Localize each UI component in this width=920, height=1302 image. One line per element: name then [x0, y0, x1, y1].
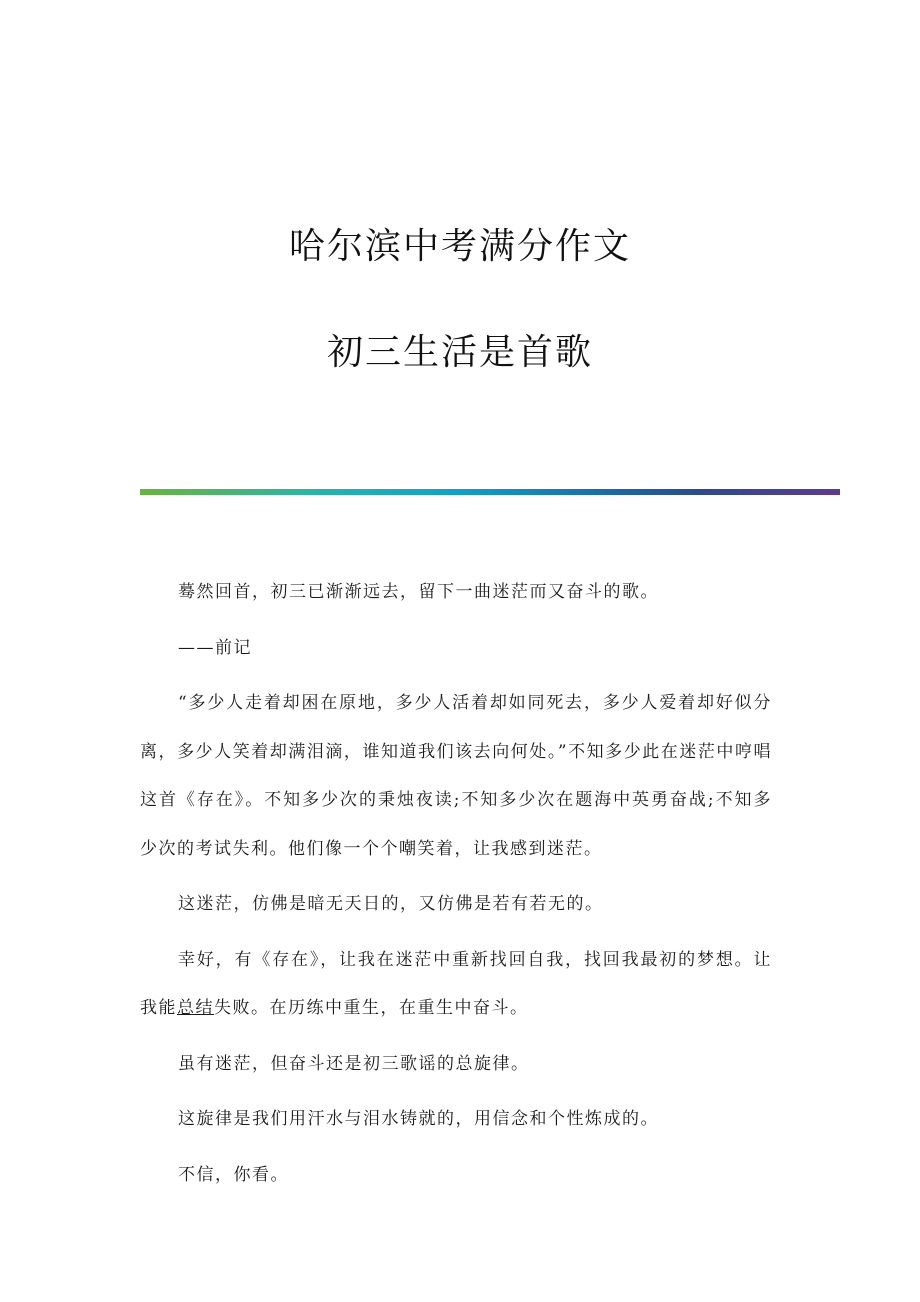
paragraph-preface-label: ——前记	[178, 637, 252, 658]
paragraph-melody: 虽有迷茫，但奋斗还是初三歌谣的总旋律。	[178, 1053, 530, 1074]
paragraph-quote: “多少人走着却困在原地，多少人活着却如同死去，多少人爱着却好似分离，多少人笑着却满泪滴，谁知道我们该去向何处。”不知多少此在迷茫中哼唱这首《存在》。不知多少次的秉烛夜读;不知多少次在题海中英勇奋战;不知多少次的考试失利。他们像一个个嘲笑着，让我感到迷茫。	[140, 693, 772, 859]
gradient-divider	[140, 489, 840, 495]
page-subtitle: 初三生活是首歌	[326, 332, 593, 373]
paragraph-sweat: 这旋律是我们用汗水与泪水铸就的，用信念和个性炼成的。	[178, 1109, 659, 1129]
paragraph-lucky-after: 失败。在历练中重生，在重生中奋斗。	[214, 998, 529, 1018]
paragraph-confusion: 这迷茫，仿佛是暗无天日的，又仿佛是若有若无的。	[178, 894, 604, 914]
underlined-word: 总结	[177, 998, 214, 1018]
paragraph-lucky	[140, 936, 772, 1033]
paragraph-lucky-before: 幸好，有《存在》，让我在迷茫中重新找回自我，找回我最初的梦想。让我能	[140, 949, 772, 1018]
page-title: 哈尔滨中考满分作文	[288, 226, 631, 267]
essay-body	[140, 568, 772, 1206]
paragraph-opening: 蓦然回首，初三已渐渐远去，留下一曲迷茫而又奋斗的歌。	[178, 582, 659, 602]
paragraph-look: 不信，你看。	[178, 1164, 289, 1185]
